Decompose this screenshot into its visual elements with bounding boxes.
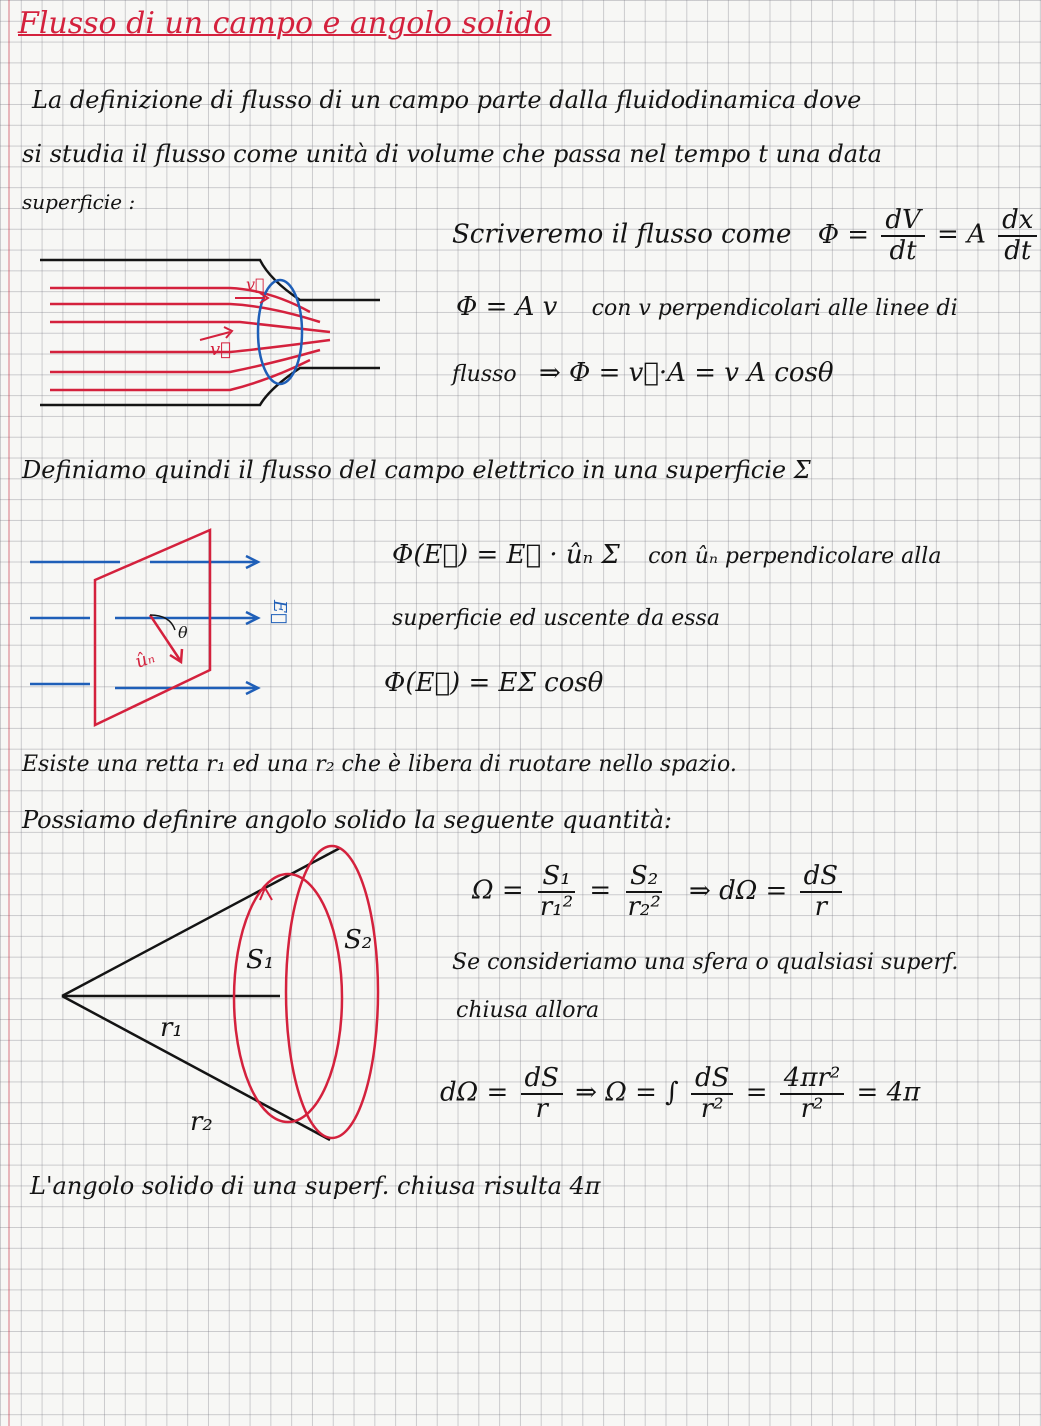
flux-eq3: ⇒ Φ = v⃗·A = v A cosθ	[538, 358, 834, 388]
solid-angle-note-1: Se consideriamo una sfera o qualsiasi superf.	[452, 950, 959, 975]
flux-eq2: Φ = A v	[456, 292, 558, 322]
surface-s1-ellipse	[234, 874, 342, 1122]
s1-label: S₁	[246, 945, 275, 975]
flux-lead-text: Scriveremo il flusso come	[452, 219, 792, 250]
intro-line-1: La definizione di flusso di un campo parte dalla fluidodinamica dove	[32, 86, 862, 114]
dS-r-fraction: $\frac{dS}{r}$	[800, 862, 842, 921]
solid-angle-eq2: dΩ = $\frac{dS}{r}$ ⇒ Ω = ∫ $\frac{dS}{\text{r²}}$ = $\frac{\text{4πr²}}{\text{r²}}$ = 4π	[440, 1063, 921, 1124]
flow-line-4	[50, 340, 330, 352]
fluid-pipe-figure	[30, 240, 390, 420]
solid-angle-note-2: chiusa allora	[456, 998, 600, 1023]
cone-top-edge	[62, 848, 340, 996]
flow-line-2	[50, 304, 320, 322]
flow-line-3	[50, 322, 330, 332]
electric-flux-eq1-line	[392, 540, 941, 570]
solid-angle-cone-figure	[50, 840, 390, 1150]
dV-dt-fraction: $\frac{dV}{dt}$	[881, 206, 924, 265]
s1-r1-fraction: $\frac{\text{S₁}}{\text{r₁²}}$	[539, 861, 574, 922]
electric-field-label: E⃗	[269, 600, 290, 624]
notebook-margin-line	[8, 0, 10, 1426]
normal-vector-arrow	[150, 615, 180, 660]
solid-angle-line-1: Esiste una retta r₁ ed una r₂ che è libera di ruotare nello spazio.	[22, 752, 737, 777]
flux-eq3-lead: flusso	[452, 362, 517, 387]
pipe-top-wall	[40, 260, 380, 300]
solid-angle-conclusion: L'angolo solido di una superf. chiusa risulta 4π	[30, 1172, 601, 1200]
page-title: Flusso di un campo e angolo solido	[18, 6, 552, 41]
flux-eq1-lhs: Φ =	[817, 219, 870, 250]
electric-flux-eq1-note: con ûₙ perpendicolare alla	[648, 544, 942, 569]
r1-label: r₁	[160, 1013, 183, 1043]
electric-flux-eq1-note2: superficie ed uscente da essa	[392, 606, 720, 631]
s2-label: S₂	[344, 925, 373, 955]
normal-vector-label: ûₙ	[132, 646, 158, 673]
surface-s2-ellipse	[286, 846, 378, 1138]
electric-flux-figure	[20, 520, 310, 740]
intro-line-3: superficie :	[22, 190, 136, 214]
flux-eq2-line	[456, 292, 958, 322]
omega-result: = 4π	[856, 1077, 921, 1108]
theta-label: θ	[178, 623, 188, 642]
flow-line-5	[50, 350, 320, 372]
flux-eq3-line	[452, 358, 833, 388]
velocity-label-left: v⃗	[210, 339, 231, 360]
flux-eq1-mid: = A	[937, 219, 986, 250]
electric-flux-eq2: Φ(E⃗) = EΣ cosθ	[384, 668, 604, 698]
flow-line-6	[50, 360, 310, 390]
surface-sigma	[95, 530, 210, 725]
r2-label: r₂	[190, 1107, 213, 1137]
dS-r2-fraction: $\frac{dS}{\text{r²}}$	[691, 1064, 733, 1123]
4pi-r2-fraction: $\frac{\text{4πr²}}{\text{r²}}$	[780, 1064, 844, 1123]
dx-dt-fraction: $\frac{dx}{dt}$	[998, 206, 1037, 265]
omega-lhs: Ω =	[472, 875, 524, 906]
solid-angle-eq1: Ω = $\frac{\text{S₁}}{\text{r₁²}}$ = $\frac{\text{S₂}}{\text{r₂²}}$ ⇒ dΩ = $\frac{dS}{r}$	[472, 862, 846, 921]
d-omega-lhs: ⇒ dΩ =	[689, 875, 788, 906]
intro-line-2: si studia il flusso come unità di volume che passa nel tempo t una data	[22, 140, 882, 168]
dS-r-fraction-2: $\frac{dS}{r}$	[521, 1064, 563, 1123]
electric-flux-eq1: Φ(E⃗) = E⃗ · ûₙ Σ	[392, 540, 620, 570]
omega-integral: ⇒ Ω = ∫	[575, 1077, 679, 1108]
velocity-label-top: v⃗	[246, 275, 265, 294]
d-omega-eq2-lhs: dΩ =	[440, 1077, 509, 1108]
s2-r2-fraction: $\frac{\text{S₂}}{\text{r₂²}}$	[627, 861, 661, 922]
flux-eq2-note: con v perpendicolari alle linee di	[591, 296, 958, 321]
electric-flux-lead: Definiamo quindi il flusso del campo elettrico in una superficie Σ	[22, 456, 811, 484]
pipe-bottom-wall	[40, 368, 380, 405]
solid-angle-line-2: Possiamo definire angolo solido la seguente quantità:	[22, 806, 673, 834]
flux-definition-line	[452, 206, 1041, 265]
